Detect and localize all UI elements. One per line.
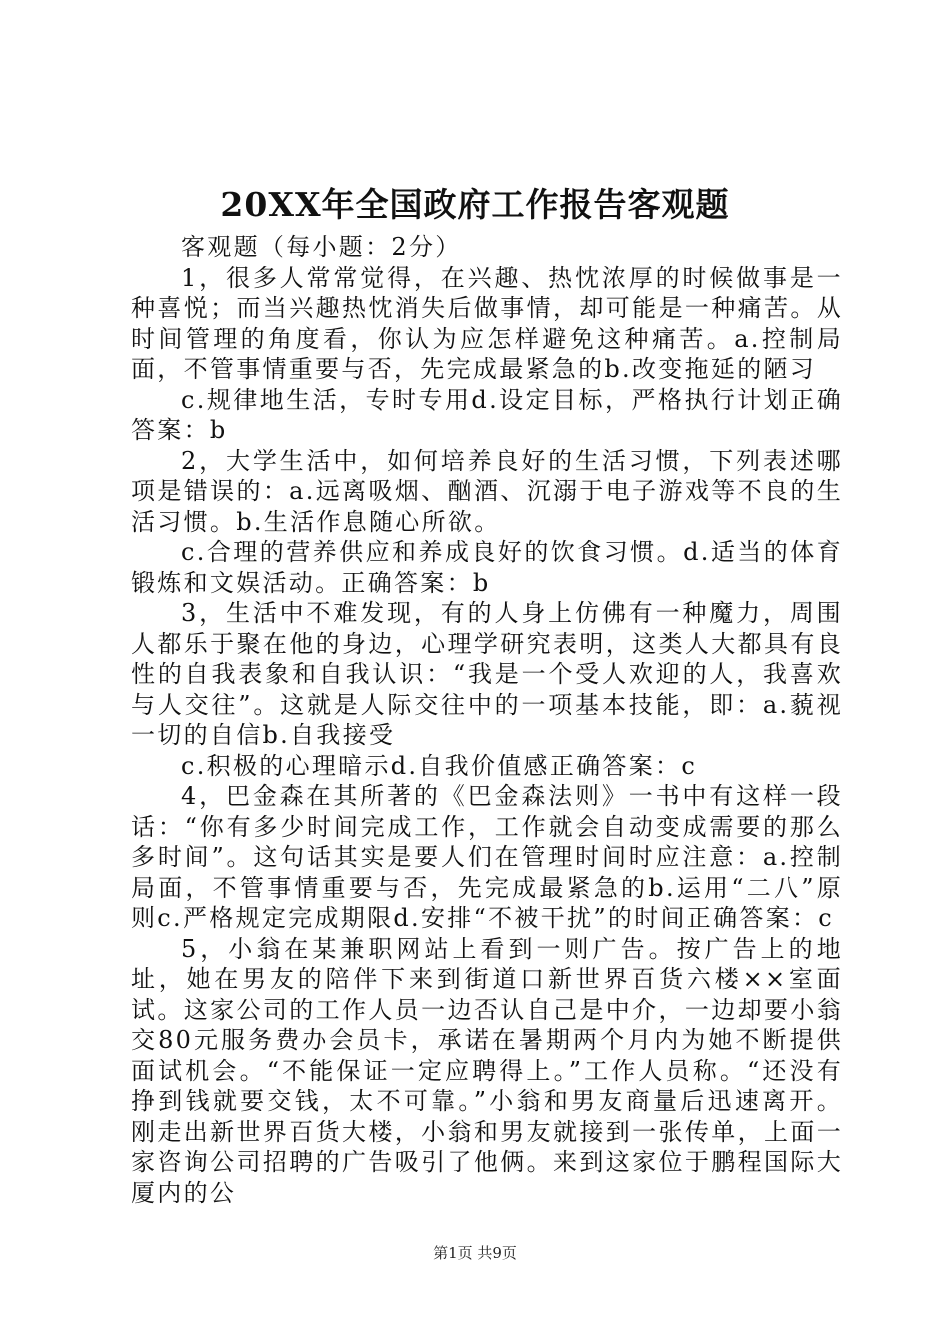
- question-1: 1，很多人常常觉得，在兴趣、热忱浓厚的时候做事是一种喜悦；而当兴趣热忱消失后做事情，却可能是一种痛苦。从时间管理的角度看，你认为应怎样避免这种痛苦。a.控制局面，不管事情重要与否，先完成最紧急的b.改变拖延的陋习: [131, 263, 843, 383]
- document-title: 20XX年全国政府工作报告客观题: [220, 185, 730, 224]
- document-body: [131, 232, 843, 1208]
- page-footer: 第1页 共9页: [433, 1244, 517, 1262]
- question-3-options: c.积极的心理暗示d.自我价值感正确答案：c: [181, 751, 698, 780]
- question-2-options: c.合理的营养供应和养成良好的饮食习惯。d.适当的体育锻炼和文娱活动。正确答案：b: [131, 538, 843, 597]
- question-3: 3，生活中不难发现，有的人身上仿佛有一种魔力，周围人都乐于聚在他的身边，心理学研究表明，这类人大都具有良性的自我表象和自我认识：“我是一个受人欢迎的人，我喜欢与人交往”。这就是人际交往中的一项基本技能，即：a.藐视一切的自信b.自我接受: [131, 599, 843, 749]
- question-5: 5，小翁在某兼职网站上看到一则广告。按广告上的地址，她在男友的陪伴下来到街道口新世界百货六楼××室面试。这家公司的工作人员一边否认自己是中介，一边却要小翁交80元服务费办会员卡，承诺在暑期两个月内为她不断提供面试机会。“不能保证一定应聘得上。”工作人员称。“还没有挣到钱就要交钱，太不可靠。”小翁和男友商量后迅速离开。刚走出新世界百货大楼，小翁和男友就接到一张传单，上面一家咨询公司招聘的广告吸引了他俩。来到这家位于鹏程国际大厦内的公: [131, 934, 843, 1207]
- section-heading: 客观题（每小题：2分）: [181, 233, 462, 261]
- question-2: 2，大学生活中，如何培养良好的生活习惯，下列表述哪项是错误的：a.远离吸烟、酗酒、沉溺于电子游戏等不良的生活习惯。b.生活作息随心所欲。: [131, 446, 843, 536]
- question-4: 4，巴金森在其所著的《巴金森法则》一书中有这样一段话：“你有多少时间完成工作，工作就会自动变成需要的那么多时间”。这句话其实是要人们在管理时间时应注意：a.控制局面，不管事情重要与否，先完成最紧急的b.运用“二八”原则c.严格规定完成期限d.安排“不被干扰”的时间正确答案：c: [131, 782, 843, 932]
- question-1-options: c.规律地生活，专时专用d.设定目标，严格执行计划正确答案：b: [131, 385, 843, 444]
